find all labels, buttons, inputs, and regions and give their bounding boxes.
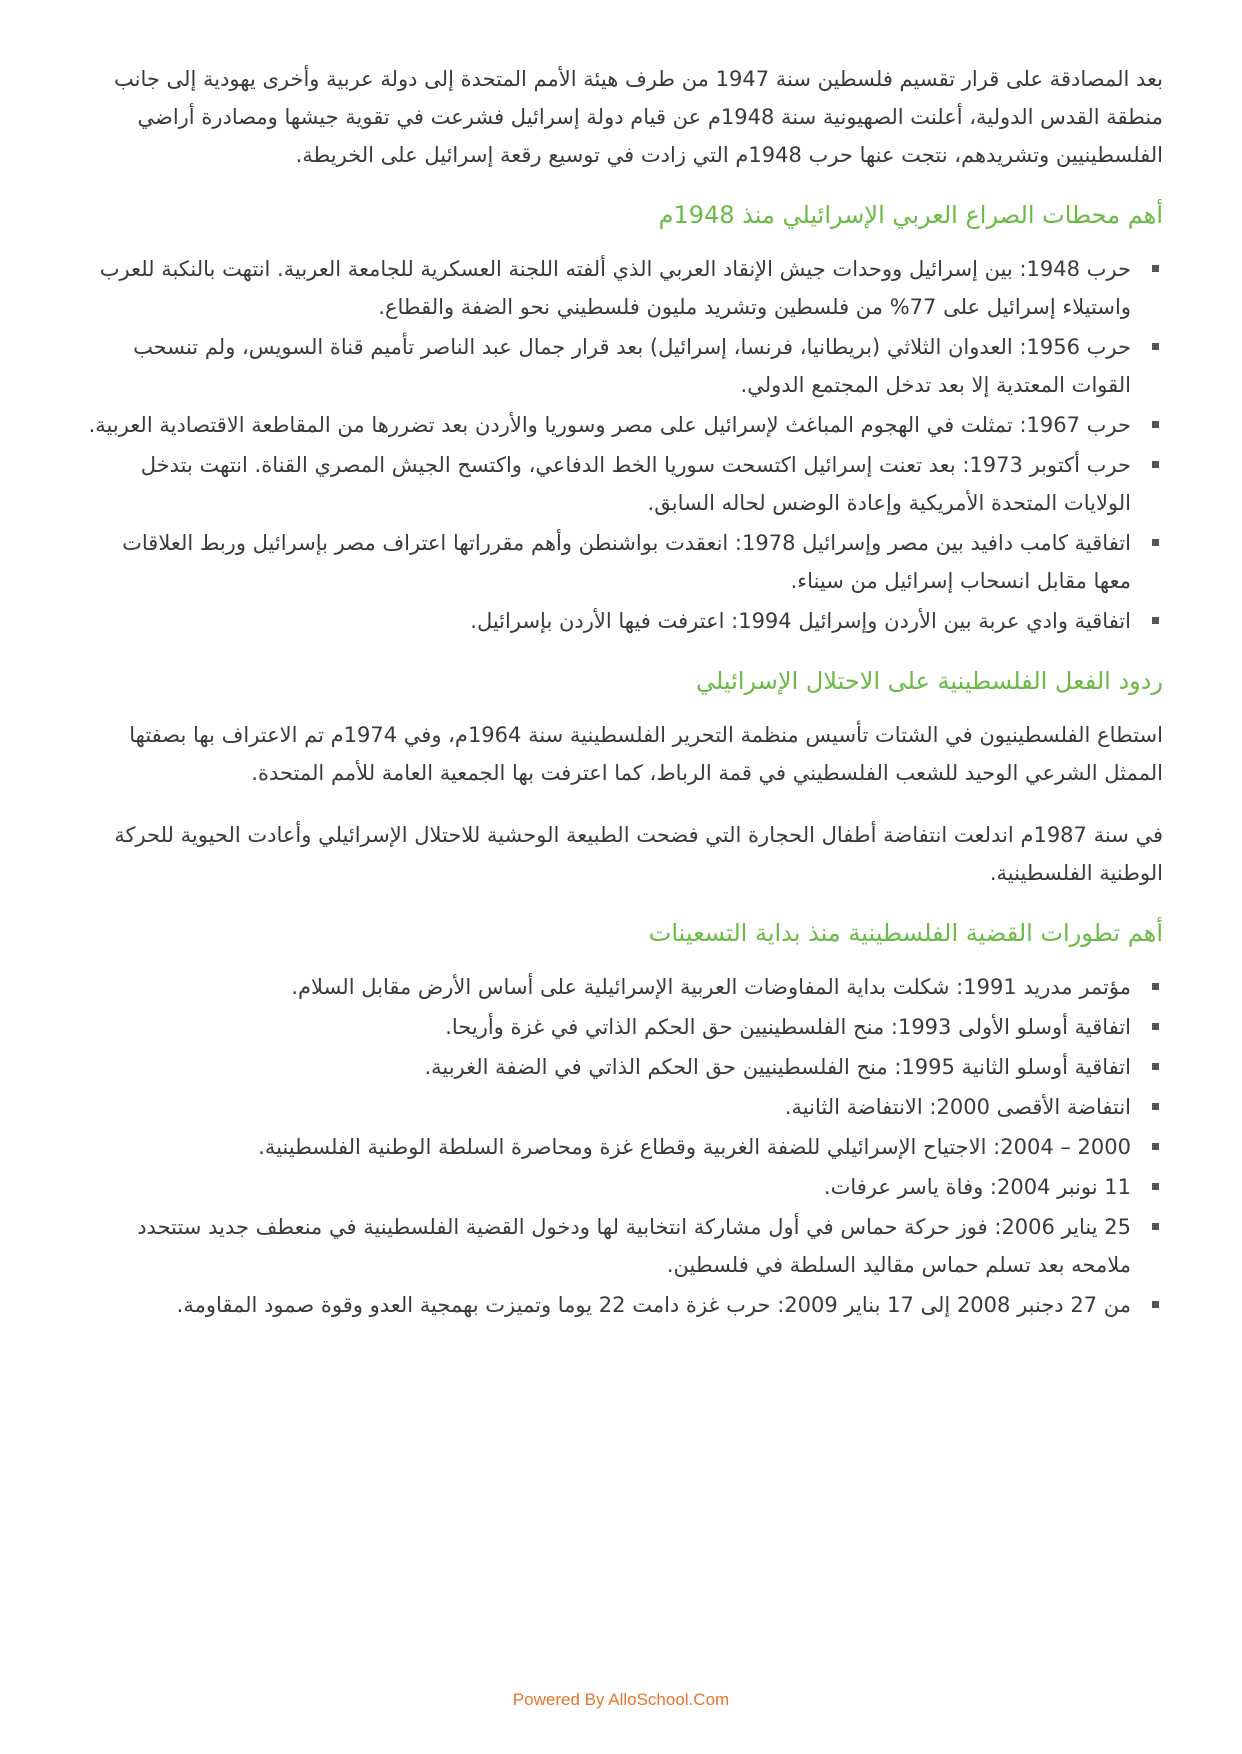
square-bullet-icon [1152, 1023, 1159, 1030]
list-item [80, 968, 1131, 1006]
list-item [80, 1208, 1131, 1284]
list-item-text: 25 يناير 2006: فوز حركة حماس في أول مشاركة انتخابية لها ودخول القضية الفلسطينية في منعطف جديد ستتحدد ملامحه بعد تسلم حماس مقاليد السلطة في فلسطين. [137, 1215, 1131, 1277]
list-item-text: حرب 1948: بين إسرائيل ووحدات جيش الإنقاد العربي الذي ألفته اللجنة العسكرية للجامعة العربية. انتهت بالنكبة للعرب واستيلاء إسرائيل على 77% من فلسطين وتشريد مليون فلسطيني نحو الضفة والقطاع. [99, 257, 1131, 319]
list-item-text: 11 نونبر 2004: وفاة ياسر عرفات. [823, 1175, 1131, 1199]
list-item-text: حرب 1956: العدوان الثلاثي (بريطانيا، فرنسا، إسرائيل) بعد قرار جمال عبد الناصر تأميم قناة السويس، ولم تنسحب القوات المعتدية إلا بعد تدخل المجتمع الدولي. [133, 335, 1131, 397]
square-bullet-icon [1152, 1223, 1159, 1230]
list-item-text: 2000 – 2004: الاجتياح الإسرائيلي للضفة الغربية وقطاع غزة ومحاصرة السلطة الوطنية الفلسطينية. [258, 1135, 1131, 1159]
list-item-text: اتفاقية أوسلو الأولى 1993: منح الفلسطينيين حق الحكم الذاتي في غزة وأريحا. [445, 1015, 1131, 1039]
milestones-list [80, 250, 1163, 640]
list-item-text: حرب أكتوبر 1973: بعد تعنت إسرائيل اكتسحت سوريا الخط الدفاعي، واكتسح الجيش المصري القناة. انتهت بتدخل الولايات المتحدة الأمريكية وإعادة الوضس لحاله السابق. [140, 453, 1131, 515]
list-item [80, 406, 1131, 444]
list-item [80, 328, 1131, 404]
document-content [80, 60, 1163, 1348]
intro-paragraph: بعد المصادقة على قرار تقسيم فلسطين سنة 1947 من طرف هيئة الأمم المتحدة إلى دولة عربية وأخرى يهودية إلى جانب منطقة القدس الدولية، أعلنت الصهيونية سنة 1948م عن قيام دولة إسرائيل فشرعت في تقوية جيشها ومصادرة أراضي الفلسطينيين وتشريدهم، نتجت عنها حرب 1948م التي زادت في توسيع رقعة إسرائيل على الخريطة. [114, 67, 1163, 167]
square-bullet-icon [1152, 1183, 1159, 1190]
list-item [80, 1048, 1131, 1086]
developments-list [80, 968, 1163, 1324]
square-bullet-icon [1152, 421, 1159, 428]
square-bullet-icon [1152, 461, 1159, 468]
list-item-text: حرب 1967: تمثلت في الهجوم المباغث لإسرائيل على مصر وسوريا والأردن بعد تضررها من المقاطعة الاقتصادية العربية. [88, 413, 1131, 437]
square-bullet-icon [1152, 983, 1159, 990]
section-heading-milestones: أهم محطات الصراع العربي الإسرائيلي منذ 1948م [658, 201, 1163, 229]
list-item [80, 250, 1131, 326]
list-item [80, 1008, 1131, 1046]
section-heading-reactions: ردود الفعل الفلسطينية على الاحتلال الإسرائيلي [695, 667, 1163, 695]
square-bullet-icon [1152, 617, 1159, 624]
square-bullet-icon [1152, 1301, 1159, 1308]
footer-link[interactable]: Powered By AlloSchool.Com [512, 1690, 730, 1709]
square-bullet-icon [1152, 1143, 1159, 1150]
list-item-text: اتفاقية أوسلو الثانية 1995: منح الفلسطينيين حق الحكم الذاتي في الضفة الغربية. [424, 1055, 1131, 1079]
reactions-paragraph: استطاع الفلسطينيون في الشتات تأسيس منظمة التحرير الفلسطينية سنة 1964م، وفي 1974م تم الاعتراف بها بصفتها الممثل الشرعي الوحيد للشعب الفلسطيني في قمة الرباط، كما اعترفت بها الجمعية العامة للأمم المتحدة. [129, 723, 1163, 785]
list-item [80, 1286, 1131, 1324]
reactions-paragraph: في سنة 1987م اندلعت انتفاضة أطفال الحجارة التي فضحت الطبيعة الوحشية للاحتلال الإسرائيلي وأعادت الحيوية للحركة الوطنية الفلسطينية. [114, 823, 1163, 885]
square-bullet-icon [1152, 343, 1159, 350]
square-bullet-icon [1152, 1103, 1159, 1110]
list-item [80, 1168, 1131, 1206]
list-item-text: اتفاقية كامب دافيد بين مصر وإسرائيل 1978: انعقدت بواشنطن وأهم مقرراتها اعتراف مصر بإسرائيل وربط العلاقات معها مقابل انسحاب إسرائيل من سيناء. [122, 531, 1131, 593]
list-item [80, 1088, 1131, 1126]
list-item [80, 524, 1131, 600]
list-item [80, 602, 1131, 640]
section-heading-developments: أهم تطورات القضية الفلسطينية منذ بداية التسعينات [648, 919, 1163, 947]
list-item-text: من 27 دجنبر 2008 إلى 17 بناير 2009: حرب غزة دامت 22 يوما وتميزت بهمجية العدو وقوة صمود المقاومة. [176, 1293, 1131, 1317]
list-item [80, 446, 1131, 522]
square-bullet-icon [1152, 265, 1159, 272]
list-item-text: اتفاقية وادي عربة بين الأردن وإسرائيل 1994: اعترفت فيها الأردن بإسرائيل. [470, 609, 1131, 633]
square-bullet-icon [1152, 1063, 1159, 1070]
list-item-text: انتفاضة الأقصى 2000: الانتفاضة الثانية. [784, 1095, 1131, 1119]
list-item-text: مؤتمر مدريد 1991: شكلت بداية المفاوضات العربية الإسرائيلية على أساس الأرض مقابل السلام. [291, 975, 1131, 999]
square-bullet-icon [1152, 539, 1159, 546]
list-item [80, 1128, 1131, 1166]
